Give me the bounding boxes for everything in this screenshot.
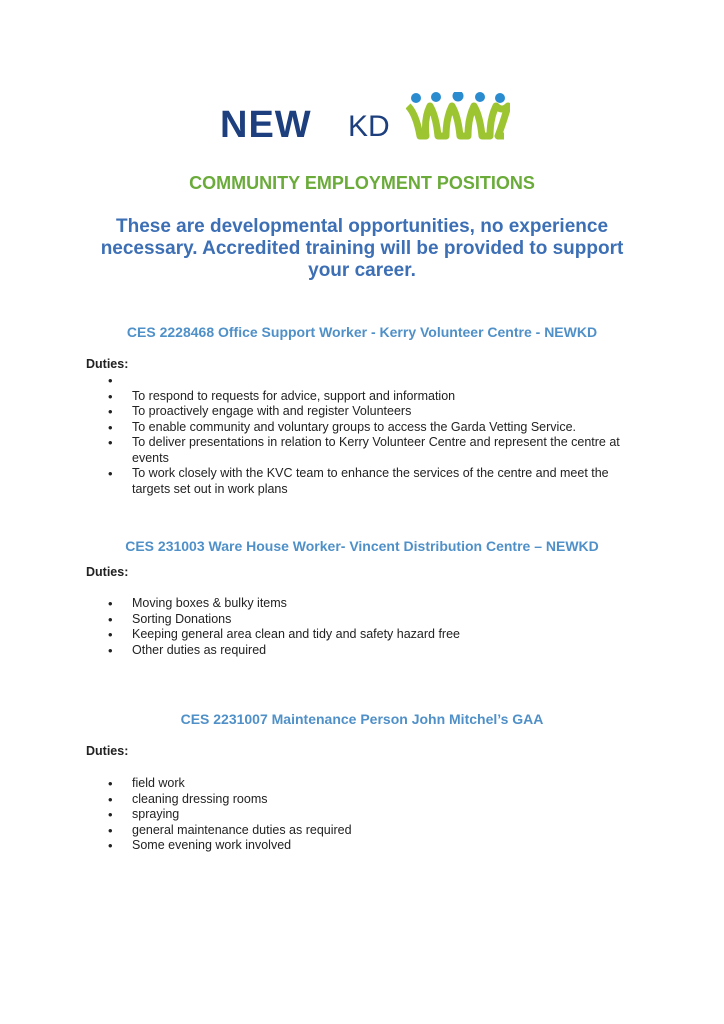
logo-suffix: KD <box>348 110 390 143</box>
job-title-maintenance: CES 2231007 Maintenance Person John Mitchel’s GAA <box>180 711 544 727</box>
page-title: COMMUNITY EMPLOYMENT POSITIONS <box>189 173 535 193</box>
list-item: • To deliver presentations in relation to Kerry Volunteer Centre and represent the centre at events <box>86 435 646 466</box>
list-item: • Moving boxes & bulky items <box>86 596 646 612</box>
list-item: • To proactively engage with and register Volunteers <box>86 404 646 420</box>
duties-list-warehouse <box>86 596 646 658</box>
list-item: • Keeping general area clean and tidy and safety hazard free <box>86 627 646 643</box>
job-title-office-support: CES 2228468 Office Support Worker - Kerry Volunteer Centre - NEWKD <box>126 324 598 340</box>
page-subtitle: These are developmental opportunities, no experience necessary. Accredited training will be provided to support your career. <box>100 216 624 281</box>
list-item <box>86 373 646 389</box>
logo-word: NEW <box>220 104 312 146</box>
list-item: • Sorting Donations <box>86 612 646 628</box>
list-item: • To work closely with the KVC team to enhance the services of the centre and meet the targets set out in work plans <box>86 466 646 497</box>
duties-list-maintenance <box>86 776 646 854</box>
list-item: • Other duties as required <box>86 643 646 659</box>
list-item: • cleaning dressing rooms <box>86 792 646 808</box>
list-item: • To enable community and voluntary groups to access the Garda Vetting Service. <box>86 420 646 436</box>
job-title-warehouse: CES 231003 Ware House Worker- Vincent Distribution Centre – NEWKD <box>125 538 599 554</box>
list-item: • To respond to requests for advice, support and information <box>86 389 646 405</box>
duties-label: Duties: <box>86 357 129 371</box>
duties-label: Duties: <box>86 565 129 579</box>
people-figures-icon <box>406 92 510 142</box>
list-item: • field work <box>86 776 646 792</box>
duties-list-office-support <box>86 373 646 497</box>
newkd-logo <box>220 92 510 152</box>
duties-label: Duties: <box>86 744 129 758</box>
list-item: • Some evening work involved <box>86 838 646 854</box>
list-item: • spraying <box>86 807 646 823</box>
list-item: • general maintenance duties as required <box>86 823 646 839</box>
